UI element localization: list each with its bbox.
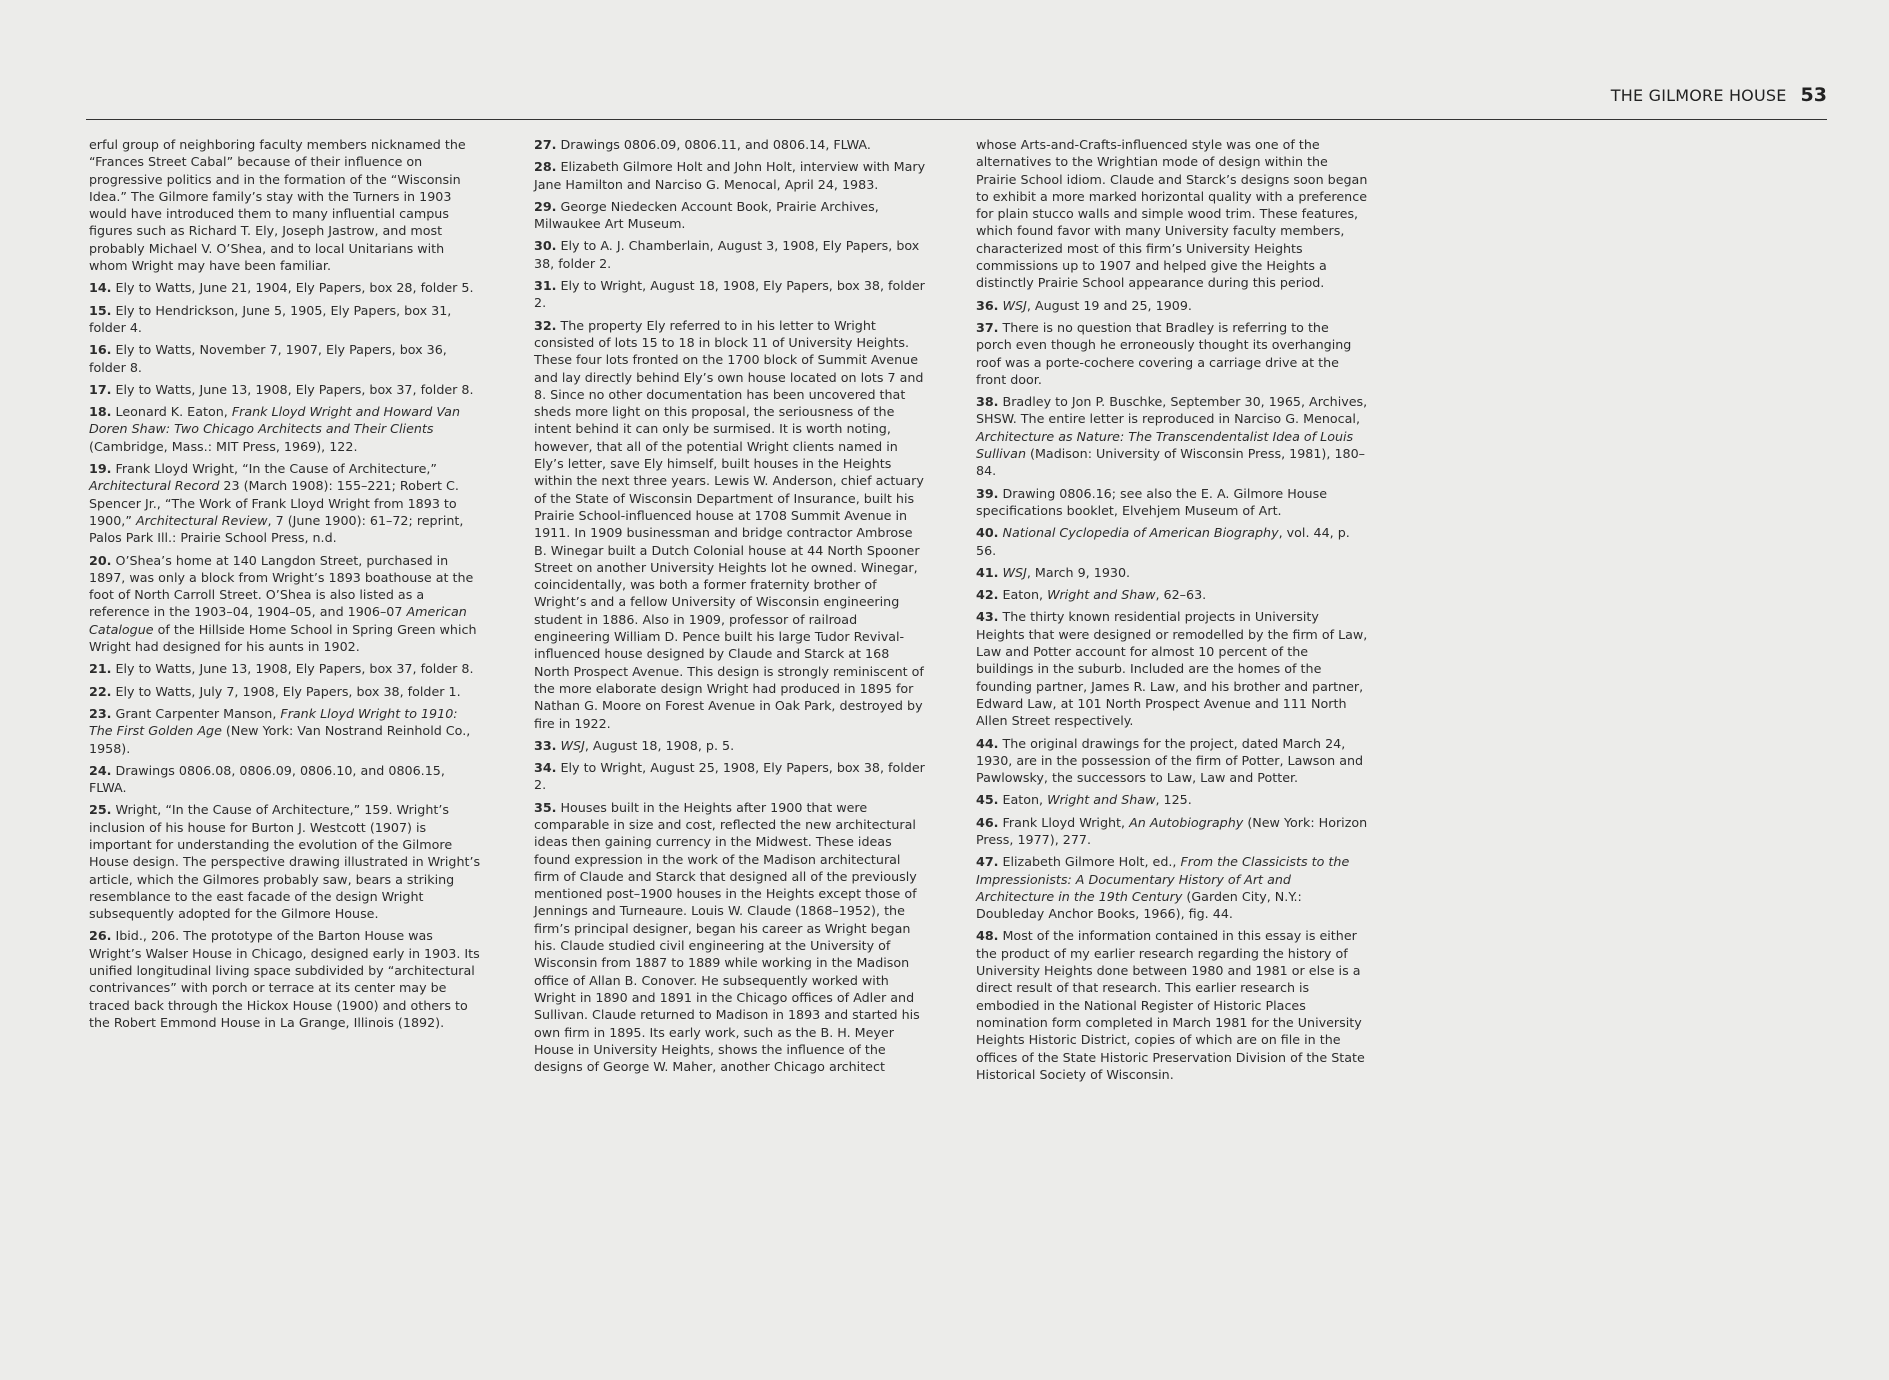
endnote xyxy=(976,136,1368,292)
endnote-text: Drawings 0806.08, 0806.09, 0806.10, and 0806.15, FLWA. xyxy=(89,762,445,796)
endnote-number: 40. xyxy=(976,525,999,541)
endnote-title-italic: From the Classicists to the Impressionists: A Documentary History of Art and Architecture in the 19th Century xyxy=(976,854,1350,904)
endnote-title-italic: WSJ xyxy=(560,737,585,753)
endnote-number: 42. xyxy=(976,587,999,603)
endnote-title-italic: Wright and Shaw xyxy=(1047,587,1156,603)
endnote-text: of the Hillside Home School in Spring Green which Wright had designed for his aunts in 1902. xyxy=(89,621,477,655)
endnote-text: , 125. xyxy=(1155,792,1192,808)
endnote-number: 20. xyxy=(89,552,112,568)
page-number: 53 xyxy=(1800,84,1827,106)
endnote xyxy=(976,853,1368,922)
endnote-number: 47. xyxy=(976,854,999,870)
endnote-title-italic: WSJ xyxy=(1002,564,1027,580)
endnote-text: (Garden City, N.Y.: Doubleday Anchor Books, 1966), fig. 44. xyxy=(976,888,1302,922)
endnote xyxy=(976,319,1368,388)
endnote-text: , August 18, 1908, p. 5. xyxy=(584,737,735,753)
endnote xyxy=(976,297,1368,314)
endnote xyxy=(534,759,926,794)
endnote xyxy=(89,302,481,337)
endnote xyxy=(89,705,481,757)
endnote-number: 14. xyxy=(89,280,112,296)
endnote-title-italic: Frank Lloyd Wright to 1910: The First Golden Age xyxy=(89,705,458,739)
endnote-text: The property Ely referred to in his letter to Wright consisted of lots 15 to 18 in block 11 of University Heights. These four lots fronted on the 1700 block of Summit Avenue and lay directly behind Ely’s own house located on lots 7 and 8. Since no other documentation has been uncovered that sheds more light on this proposal, the seriousness of the intent behind it can only be surmised. It is worth noting, however, that all of the potential Wright clients named in Ely’s letter, save Ely himself, built houses in the Heights within the next three years. Lewis W. Anderson, chief actuary of the State of Wisconsin Department of Insurance, built his Prairie School-influenced house at 1708 Summit Avenue in 1911. In 1909 businessman and bridge contractor Ambrose B. Winegar built a Dutch Colonial house at 44 North Spooner Street on another University Heights lot he owned. Winegar, coincidentally, was both a former fraternity brother of Wright’s and a fellow University of Wisconsin engineering student in 1886. Also in 1909, professor of railroad engineering William D. Pence built his large Tudor Revival-influenced house designed by Claude and Starck at 168 North Prospect Avenue. This design is strongly reminiscent of the more elaborate design Wright had produced in 1895 for Nathan G. Moore on Forest Avenue in Oak Park, destroyed by fire in 1922. xyxy=(534,317,924,731)
endnote xyxy=(89,381,481,398)
page-header xyxy=(1611,84,1827,106)
endnote-number: 33. xyxy=(534,737,557,753)
endnote-number: 27. xyxy=(534,137,557,152)
endnote xyxy=(89,762,481,797)
endnote xyxy=(976,608,1368,729)
endnote-text: The original drawings for the project, dated March 24, 1930, are in the possession of the firm of Potter, Lawson and Pawlowsky, the successors to Law, Law and Potter. xyxy=(976,735,1364,786)
endnote-number: 29. xyxy=(534,198,557,214)
endnote-number: 22. xyxy=(89,683,112,699)
endnote-text: Ibid., 206. The prototype of the Barton House was Wright’s Walser House in Chicago, designed early in 1903. Its unified longitudinal living space subdivided by “architectural contrivances” with porch or terrace at its center may be traced back through the Hickox House (1900) and others to the Robert Emmond House in La Grange, Illinois (1892). xyxy=(89,928,480,1030)
endnote-text: Ely to Watts, July 7, 1908, Ely Papers, box 38, folder 1. xyxy=(115,683,461,699)
endnote xyxy=(534,737,926,754)
endnote-number: 39. xyxy=(976,485,999,501)
running-head: THE GILMORE HOUSE xyxy=(1610,86,1787,105)
endnote-number: 48. xyxy=(976,928,999,944)
endnote xyxy=(89,927,481,1031)
notes-column-3 xyxy=(976,136,1368,1088)
endnote-number: 45. xyxy=(976,792,999,808)
endnote xyxy=(534,237,926,272)
endnote-number: 44. xyxy=(976,735,999,751)
endnote-text: whose Arts-and-Crafts-influenced style was one of the alternatives to the Wrightian mode of design within the Prairie School idiom. Claude and Starck’s designs soon began to exhibit a more marked horizontal quality with a preference for plain stucco walls and simple wood trim. These features, which found favor with many University faculty members, characterized most of this firm’s University Heights commissions up to 1907 and helped give the Heights a distinctly Prairie School appearance during this period. xyxy=(976,137,1368,291)
endnote xyxy=(976,735,1368,787)
endnote-text: (New York: Horizon Press, 1977), 277. xyxy=(976,814,1368,847)
endnote-text: Ely to Wright, August 18, 1908, Ely Papers, box 38, folder 2. xyxy=(534,278,925,311)
endnote-number: 15. xyxy=(89,302,112,318)
endnote-number: 36. xyxy=(976,297,999,313)
endnote-text: George Niedecken Account Book, Prairie Archives, Milwaukee Art Museum. xyxy=(534,198,879,232)
endnote-number: 17. xyxy=(89,381,112,397)
endnote-text: Elizabeth Gilmore Holt, ed., xyxy=(1002,854,1181,870)
endnote-text: Ely to Watts, June 13, 1908, Ely Papers, box 37, folder 8. xyxy=(115,381,474,397)
endnote-number: 34. xyxy=(534,760,557,776)
endnote-number: 26. xyxy=(89,928,112,944)
endnote xyxy=(534,198,926,233)
endnote-number: 18. xyxy=(89,404,112,420)
endnote-number: 19. xyxy=(89,461,112,477)
endnote xyxy=(976,524,1368,559)
endnote-text: , 62–63. xyxy=(1155,587,1207,603)
endnote-number: 32. xyxy=(534,317,557,333)
endnote-text: , March 9, 1930. xyxy=(1026,564,1131,580)
endnote xyxy=(976,791,1368,808)
endnote-text: (New York: Van Nostrand Reinhold Co., 1958). xyxy=(89,723,471,756)
endnote xyxy=(89,341,481,376)
endnote-number: 30. xyxy=(534,238,557,254)
endnote-number: 37. xyxy=(976,319,999,335)
endnote xyxy=(976,814,1368,849)
endnote-number: 35. xyxy=(534,799,557,815)
endnote-text: Ely to Hendrickson, June 5, 1905, Ely Papers, box 31, folder 4. xyxy=(89,302,452,335)
endnote-text: Eaton, xyxy=(1002,587,1048,603)
endnote xyxy=(89,660,481,677)
endnote-text: 23 (March 1908): 155–221; Robert C. Spencer Jr., “The Work of Frank Lloyd Wright from 1893 to 1900,” xyxy=(89,478,459,528)
endnote-number: 16. xyxy=(89,342,112,358)
endnote-text: Elizabeth Gilmore Holt and John Holt, interview with Mary Jane Hamilton and Narciso G. Menocal, April 24, 1983. xyxy=(534,159,926,192)
endnote xyxy=(534,277,926,312)
endnote xyxy=(89,136,481,274)
endnote-title-italic: National Cyclopedia of American Biography xyxy=(1002,525,1279,541)
endnote xyxy=(534,799,926,1076)
endnote xyxy=(976,586,1368,603)
header-rule xyxy=(86,119,1827,120)
endnote-number: 25. xyxy=(89,802,112,818)
endnote-text: Leonard K. Eaton, xyxy=(115,404,232,420)
endnote-number: 23. xyxy=(89,705,112,721)
endnote xyxy=(534,158,926,193)
endnote-text: Drawings 0806.09, 0806.11, and 0806.14, FLWA. xyxy=(560,137,871,152)
notes-column-2 xyxy=(534,136,926,1080)
endnote-title-italic: Architectural Review xyxy=(135,512,268,528)
endnote-number: 24. xyxy=(89,762,112,778)
endnote-number: 46. xyxy=(976,814,999,830)
endnote-title-italic: WSJ xyxy=(1002,297,1027,313)
endnote-title-italic: American Catalogue xyxy=(89,604,467,637)
endnote-number: 41. xyxy=(976,564,999,580)
endnote-title-italic: Wright and Shaw xyxy=(1047,792,1156,808)
endnote-text: Ely to Watts, June 13, 1908, Ely Papers, box 37, folder 8. xyxy=(115,661,474,677)
endnote-number: 38. xyxy=(976,394,999,410)
endnote xyxy=(534,136,926,153)
endnote xyxy=(89,683,481,700)
endnote-text: Wright, “In the Cause of Architecture,” 159. Wright’s inclusion of his house for Burton J. Westcott (1907) is important for understanding the evolution of the Gilmore House design. The perspective drawing illustrated in Wright’s article, which the Gilmores probably saw, bears a striking resemblance to the east facade of the design Wright subsequently adopted for the Gilmore House. xyxy=(89,802,481,922)
endnote-text: Ely to Wright, August 25, 1908, Ely Papers, box 38, folder 2. xyxy=(534,760,925,793)
endnote-title-italic: An Autobiography xyxy=(1129,814,1244,830)
endnote xyxy=(89,279,481,296)
endnote-text: , 7 (June 1900): 61–72; reprint, Palos Park Ill.: Prairie School Press, n.d. xyxy=(89,512,464,546)
endnote-text: O’Shea’s home at 140 Langdon Street, purchased in 1897, was only a block from Wright’s 1893 boathouse at the foot of North Carroll Street. O’Shea is also listed as a reference in the 1903–04, 1904–05, and 1906–07 xyxy=(89,552,474,620)
endnote-text: Ely to Watts, November 7, 1907, Ely Papers, box 36, folder 8. xyxy=(89,342,447,375)
endnote-text: The thirty known residential projects in University Heights that were designed or remodelled by the firm of Law, Law and Potter account for almost 10 percent of the buildings in the suburb. Included are the homes of the founding partner, James R. Law, and his brother and partner, Edward Law, at 101 North Prospect Avenue and 111 North Allen Street respectively. xyxy=(976,609,1368,729)
endnote-text: (Madison: University of Wisconsin Press, 1981), 180–84. xyxy=(976,446,1366,479)
endnote-number: 28. xyxy=(534,159,557,175)
notes-column-1 xyxy=(89,136,481,1036)
endnote-text: Most of the information contained in this essay is either the product of my earlier research regarding the history of University Heights done between 1980 and 1981 or else is a direct result of that research. This earlier research is embodied in the National Register of Historic Places nomination form completed in March 1981 for the University Heights Historic District, copies of which are on file in the offices of the State Historic Preservation Division of the State Historical Society of Wisconsin. xyxy=(976,928,1365,1082)
endnote-title-italic: Frank Lloyd Wright and Howard Van Doren Shaw: Two Chicago Architects and Their Clients xyxy=(89,404,460,437)
endnote-text: , August 19 and 25, 1909. xyxy=(1026,297,1192,313)
endnote xyxy=(89,403,481,455)
endnote-text: Houses built in the Heights after 1900 that were comparable in size and cost, reflected the new architectural ideas then gaining currency in the Midwest. These ideas found expression in the work of the Madison architectural firm of Claude and Starck that designed all of the previously mentioned post–1900 houses in the Heights except those of Jennings and Turneaure. Louis W. Claude (1868–1952), the firm’s principal designer, began his career as Wright began his. Claude studied civil engineering at the University of Wisconsin from 1887 to 1889 while working in the Madison office of Allan B. Conover. He subsequently worked with Wright in 1890 and 1891 in the Chicago offices of Adler and Sullivan. Claude returned to Madison in 1893 and started his own firm in 1895. Its early work, such as the B. H. Meyer House in University Heights, shows the influence of the designs of George W. Maher, another Chicago architect xyxy=(534,799,920,1075)
endnote-text: Ely to A. J. Chamberlain, August 3, 1908, Ely Papers, box 38, folder 2. xyxy=(534,238,920,271)
endnote-text: (Cambridge, Mass.: MIT Press, 1969), 122. xyxy=(89,438,358,454)
endnote xyxy=(976,927,1368,1083)
endnote xyxy=(976,393,1368,479)
endnote-number: 31. xyxy=(534,278,557,294)
endnote xyxy=(89,460,481,546)
endnote-text: Frank Lloyd Wright, xyxy=(1002,814,1130,830)
endnote-text: Grant Carpenter Manson, xyxy=(115,705,281,721)
endnote-number: 21. xyxy=(89,661,112,677)
endnote xyxy=(976,564,1368,581)
endnote xyxy=(89,552,481,656)
endnote xyxy=(534,317,926,732)
endnote xyxy=(976,485,1368,520)
endnote-text: Frank Lloyd Wright, “In the Cause of Architecture,” xyxy=(115,461,437,477)
endnote-text: erful group of neighboring faculty members nicknamed the “Frances Street Cabal” because of their influence on progressive politics and in the formation of the “Wisconsin Idea.” The Gilmore family’s stay with the Turners in 1903 would have introduced them to many influential campus figures such as Richard T. Ely, Joseph Jastrow, and most probably Michael V. O’Shea, and to local Unitarians with whom Wright may have been familiar. xyxy=(89,137,466,274)
endnote-text: , vol. 44, p. 56. xyxy=(976,525,1350,558)
endnote-text: Ely to Watts, June 21, 1904, Ely Papers, box 28, folder 5. xyxy=(115,280,474,296)
endnote xyxy=(89,801,481,922)
endnote-text: Eaton, xyxy=(1002,792,1048,808)
endnote-text: Drawing 0806.16; see also the E. A. Gilmore House specifications booklet, Elvehjem Museum of Art. xyxy=(976,485,1328,518)
endnote-text: There is no question that Bradley is referring to the porch even though he erroneously thought its overhanging roof was a porte-cochere covering a carriage drive at the front door. xyxy=(976,319,1352,387)
endnote-title-italic: Architecture as Nature: The Transcendentalist Idea of Louis Sullivan xyxy=(976,428,1354,462)
endnote-text: Bradley to Jon P. Buschke, September 30, 1965, Archives, SHSW. The entire letter is reproduced in Narciso G. Menocal, xyxy=(976,394,1368,427)
endnote-number: 43. xyxy=(976,609,999,625)
endnote-title-italic: Architectural Record xyxy=(89,478,220,494)
